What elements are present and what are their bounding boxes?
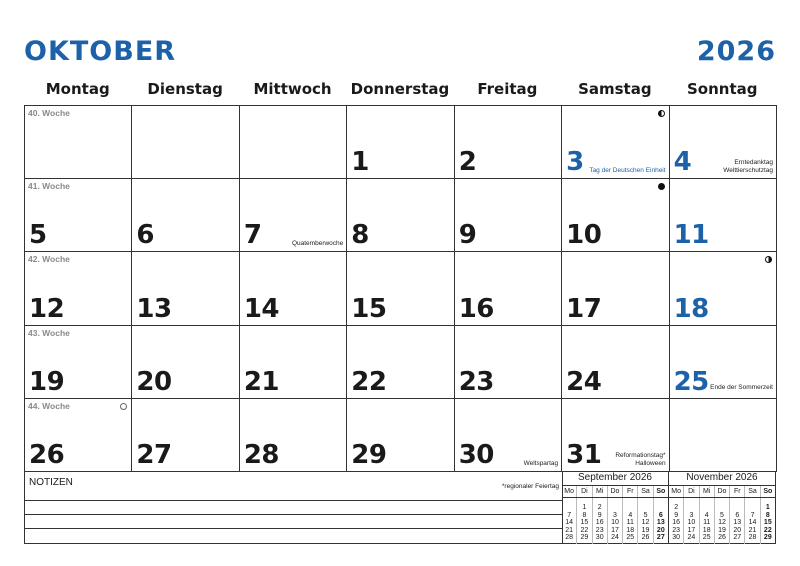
- moon-phase-icon: [765, 256, 772, 263]
- mini-day-number: 28: [748, 534, 757, 542]
- mini-day-number: 3: [689, 511, 694, 519]
- mini-day-number: 26: [718, 534, 726, 542]
- day-note: Quatemberwoche: [291, 240, 344, 248]
- notes-area: [25, 471, 563, 543]
- mini-day-number: 9: [597, 511, 602, 519]
- year-title: 2026: [696, 36, 776, 67]
- mini-day-number: 8: [582, 511, 587, 519]
- mini-day-number: 2: [674, 504, 679, 512]
- mini-day-number: 21: [748, 526, 757, 534]
- day-number: 12: [29, 293, 65, 324]
- day-cell: [132, 179, 239, 252]
- day-cell: [240, 106, 347, 179]
- mini-weekday-label: So: [763, 488, 773, 495]
- mini-calendar-column: [715, 498, 730, 544]
- mini-day-number: 12: [718, 519, 726, 527]
- mini-day-number: 18: [626, 526, 635, 534]
- week-number: 40. Woche: [28, 108, 70, 118]
- note-line: [25, 514, 562, 515]
- day-cell: [562, 106, 669, 179]
- mini-weekday-label: Fr: [623, 486, 638, 497]
- day-note: Tag der Deutschen Einheit: [589, 167, 666, 175]
- mini-day-number: 3: [613, 511, 617, 519]
- mini-day-number: 21: [565, 526, 574, 534]
- weekday-label: Mittwoch: [253, 80, 332, 98]
- mini-weekday-label: Di: [684, 486, 699, 497]
- day-number: 21: [243, 366, 280, 397]
- mini-day-number: 14: [565, 519, 574, 527]
- mini-calendar-column: [608, 498, 623, 544]
- day-note: Erntedanktag Welttierschutztag: [723, 159, 773, 175]
- mini-weekday-label: Sa: [745, 486, 760, 497]
- weekday-header-row: [24, 78, 776, 104]
- day-cell: [240, 326, 347, 399]
- day-cell: [347, 326, 454, 399]
- weekday-label: Freitag: [477, 80, 538, 98]
- day-cell: [670, 252, 777, 325]
- day-number: 20: [136, 366, 172, 397]
- mini-day-number: 14: [748, 519, 757, 527]
- day-number: 19: [29, 366, 65, 397]
- mini-weekday-label: Do: [608, 486, 623, 497]
- day-cell: [132, 252, 239, 325]
- mini-day-number: 28: [565, 534, 574, 542]
- mini-day-number: 27: [656, 534, 665, 542]
- mini-day-number: 1: [765, 504, 770, 512]
- mini-calendar-column: [700, 498, 715, 544]
- day-number: 27: [136, 439, 172, 470]
- notes-title: NOTIZEN: [29, 477, 73, 488]
- day-cell: [670, 326, 777, 399]
- mini-weekday-label: So: [656, 488, 666, 495]
- mini-day-number: 8: [765, 511, 770, 519]
- day-cell: [132, 106, 239, 179]
- day-number: 14: [243, 293, 280, 324]
- mini-day-number: 19: [641, 526, 650, 534]
- day-cell: [25, 252, 132, 325]
- week-number: 43. Woche: [28, 327, 70, 338]
- day-number: 8: [351, 220, 369, 251]
- mini-day-number: 25: [702, 534, 711, 542]
- mini-calendar-body: [562, 498, 668, 544]
- mini-weekday-label: Mi: [593, 486, 608, 497]
- mini-weekday-label: Mi: [700, 486, 715, 497]
- day-number: 29: [351, 439, 387, 470]
- day-number: 10: [566, 220, 602, 251]
- mini-day-number: 9: [674, 511, 679, 519]
- day-number: 5: [29, 220, 47, 251]
- day-cell: [670, 179, 777, 252]
- day-note: Weltspartag: [523, 459, 559, 467]
- bottom-section: [24, 471, 776, 544]
- mini-calendar-column: [577, 498, 592, 544]
- mini-calendar-column: [761, 498, 775, 544]
- mini-calendar-header: [669, 486, 775, 498]
- mini-day-number: 12: [641, 519, 650, 527]
- mini-day-number: 22: [763, 526, 772, 534]
- month-title: OKTOBER: [24, 36, 177, 67]
- day-number: 6: [136, 220, 155, 251]
- mini-day-number: 30: [595, 534, 604, 542]
- day-cell: [670, 106, 777, 179]
- mini-calendar-column: [593, 498, 608, 544]
- day-number: 4: [673, 147, 692, 178]
- mini-day-number: 2: [597, 504, 602, 512]
- mini-weekday-label: Do: [715, 486, 730, 497]
- day-number: 17: [566, 293, 602, 324]
- mini-weekday-label: Mo: [562, 486, 577, 497]
- day-number: 16: [458, 293, 494, 324]
- week-number: 41. Woche: [28, 181, 70, 192]
- month-grid: [24, 105, 777, 472]
- mini-calendar-title: September 2026: [562, 471, 668, 486]
- mini-day-number: 1: [582, 504, 587, 512]
- mini-calendar-november: [669, 471, 775, 543]
- day-cell: [562, 179, 669, 252]
- mini-calendar-column: [684, 498, 699, 544]
- day-note: Ende der Sommerzeit: [710, 383, 773, 391]
- day-number: 30: [458, 439, 494, 470]
- moon-phase-icon: [120, 403, 127, 410]
- day-number: 13: [136, 293, 172, 324]
- mini-day-number: 11: [626, 519, 634, 527]
- day-number: 15: [351, 293, 387, 324]
- mini-day-number: 15: [580, 519, 589, 527]
- week-number: 42. Woche: [28, 254, 70, 265]
- weekday-label: Montag: [45, 80, 110, 98]
- mini-day-number: 24: [687, 534, 696, 542]
- day-cell: [455, 106, 562, 179]
- day-cell: [347, 179, 454, 252]
- mini-day-number: 26: [641, 534, 650, 542]
- day-number: 9: [458, 220, 477, 251]
- mini-day-number: 13: [656, 519, 665, 527]
- day-number: 23: [458, 366, 494, 397]
- mini-calendar-column: [654, 498, 668, 544]
- mini-calendar-column: [562, 498, 577, 544]
- day-number: 31: [566, 439, 602, 470]
- mini-day-number: 17: [687, 526, 696, 534]
- day-number: 22: [351, 366, 387, 397]
- mini-day-number: 6: [658, 511, 663, 519]
- day-cell: [455, 326, 562, 399]
- day-cell: [240, 179, 347, 252]
- mini-calendar-body: [669, 498, 775, 544]
- day-number: 28: [243, 439, 280, 470]
- day-cell: [670, 399, 777, 472]
- day-number: 26: [29, 439, 65, 470]
- mini-day-number: 29: [580, 534, 589, 542]
- note-line: [25, 500, 562, 501]
- day-cell: [25, 326, 132, 399]
- mini-day-number: 4: [628, 511, 633, 519]
- mini-weekday-label: Fr: [730, 486, 745, 497]
- mini-day-number: 17: [611, 526, 619, 534]
- mini-calendar-title: November 2026: [669, 471, 775, 486]
- mini-day-number: 11: [703, 519, 711, 527]
- day-cell: [455, 399, 562, 472]
- day-number: 7: [243, 220, 262, 251]
- day-cell: [562, 252, 669, 325]
- mini-calendar-column: [730, 498, 745, 544]
- mini-weekday-label: Mo: [669, 486, 684, 497]
- mini-weekday-label: Sa: [638, 486, 653, 497]
- mini-calendar-september: [562, 471, 669, 543]
- day-number: 24: [566, 366, 602, 397]
- mini-day-number: 27: [733, 534, 742, 542]
- day-cell: [240, 252, 347, 325]
- mini-day-number: 19: [718, 526, 726, 534]
- day-number: 25: [673, 366, 709, 397]
- day-cell: [240, 399, 347, 472]
- mini-day-number: 15: [763, 519, 772, 527]
- mini-day-number: 7: [567, 511, 572, 519]
- day-number: 11: [673, 220, 709, 251]
- weekday-label: Sonntag: [686, 80, 758, 98]
- mini-day-number: 16: [595, 519, 604, 527]
- day-number: 3: [566, 147, 584, 178]
- mini-day-number: 5: [720, 511, 724, 519]
- day-cell: [25, 179, 132, 252]
- day-number: 2: [458, 147, 477, 178]
- mini-calendar-column: [669, 498, 684, 544]
- day-cell: [25, 399, 132, 472]
- weekday-label: Samstag: [578, 80, 652, 98]
- day-cell: [347, 252, 454, 325]
- note-line: [25, 528, 562, 529]
- mini-day-number: 25: [626, 534, 635, 542]
- mini-day-number: 24: [611, 534, 619, 542]
- day-cell: [25, 106, 132, 179]
- moon-phase-icon: [658, 110, 665, 117]
- mini-day-number: 16: [672, 519, 681, 527]
- mini-day-number: 18: [702, 526, 711, 534]
- mini-day-number: 30: [672, 534, 681, 542]
- mini-day-number: 13: [733, 519, 742, 527]
- mini-day-number: 10: [687, 519, 696, 527]
- mini-day-number: 10: [611, 519, 619, 527]
- day-cell: [562, 326, 669, 399]
- mini-day-number: 22: [580, 526, 589, 534]
- mini-calendar-column: [745, 498, 760, 544]
- mini-day-number: 6: [735, 511, 740, 519]
- mini-calendar-column: [623, 498, 638, 544]
- mini-calendar-column: [638, 498, 653, 544]
- mini-calendar-header: [562, 486, 668, 498]
- weekday-label: Dienstag: [147, 80, 223, 98]
- day-cell: [347, 399, 454, 472]
- day-cell: [132, 399, 239, 472]
- weekday-label: Donnerstag: [350, 80, 450, 98]
- day-number: 1: [351, 147, 369, 178]
- day-cell: [347, 106, 454, 179]
- day-note: Reformationstag* Halloween: [615, 451, 666, 467]
- mini-day-number: 4: [704, 511, 709, 519]
- mini-day-number: 20: [656, 526, 665, 534]
- day-number: 18: [673, 293, 709, 324]
- mini-day-number: 5: [643, 511, 648, 519]
- mini-day-number: 20: [733, 526, 742, 534]
- moon-phase-icon: [658, 183, 665, 190]
- day-cell: [132, 326, 239, 399]
- day-cell: [455, 252, 562, 325]
- week-number: 44. Woche: [28, 400, 70, 411]
- mini-day-number: 23: [595, 526, 604, 534]
- day-cell: [562, 399, 669, 472]
- mini-day-number: 7: [750, 511, 755, 519]
- mini-day-number: 23: [672, 526, 681, 534]
- mini-day-number: 29: [763, 534, 772, 542]
- footnote: *regionaler Feiertag: [501, 483, 559, 490]
- mini-weekday-label: Di: [577, 486, 592, 497]
- day-cell: [455, 179, 562, 252]
